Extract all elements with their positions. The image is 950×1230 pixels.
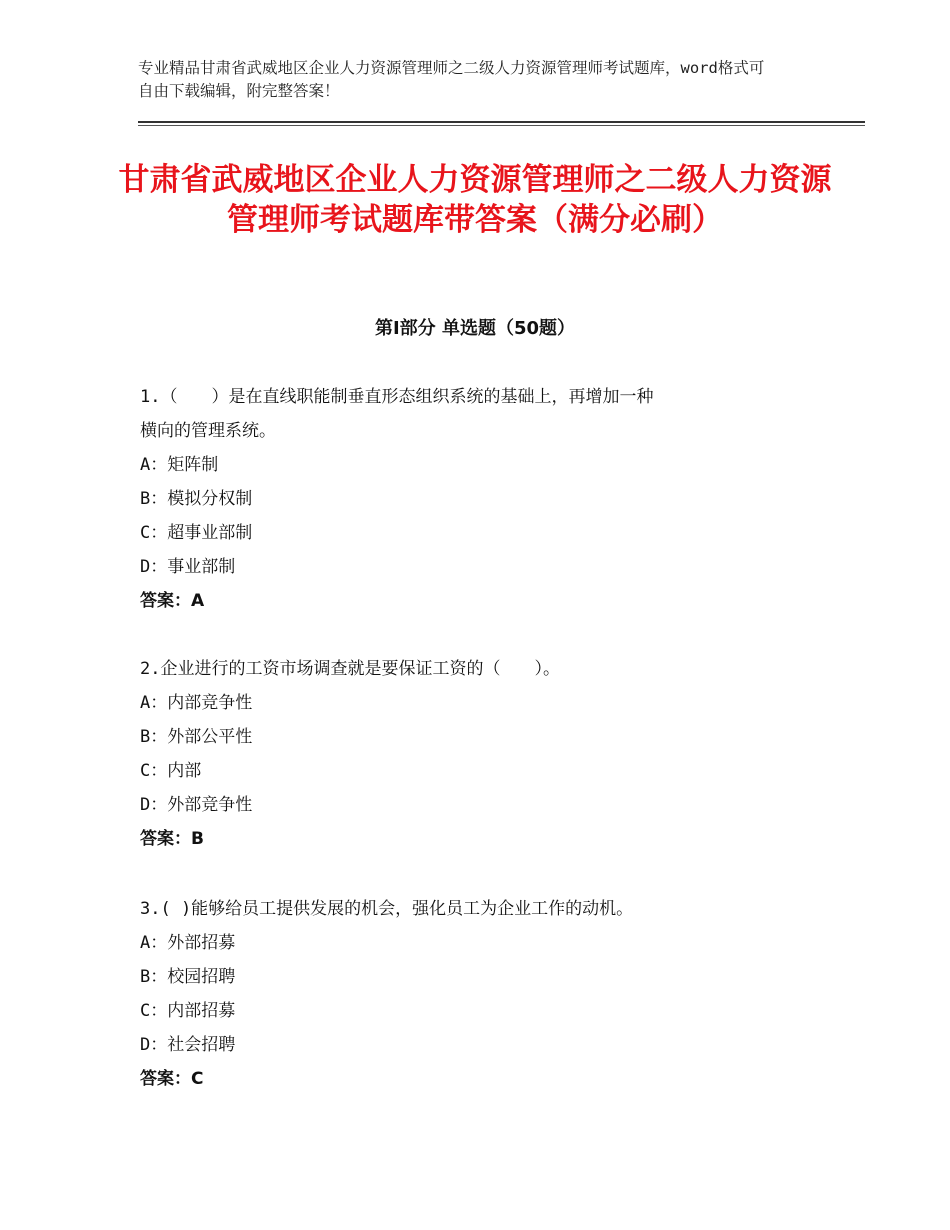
question-1-text-line2: 横向的管理系统。 (140, 421, 276, 441)
document-title: 甘肃省武威地区企业人力资源管理师之二级人力资源管理师考试题库带答案（满分必刷） (118, 162, 832, 238)
question-1-answer: 答案：A (140, 591, 205, 611)
question-3-option-a: A：外部招募 (140, 933, 236, 953)
question-1-option-b: B：模拟分权制 (140, 489, 253, 509)
question-3-option-d: D：社会招聘 (140, 1035, 236, 1055)
question-3-answer: 答案：C (140, 1069, 204, 1089)
question-3 (140, 892, 820, 1096)
question-2-option-c: C：内部 (140, 761, 202, 781)
question-2-answer: 答案：B (140, 829, 204, 849)
question-2-option-b: B：外部公平性 (140, 727, 253, 747)
header-divider-thin (138, 125, 865, 126)
question-1-option-a: A：矩阵制 (140, 455, 219, 475)
header-divider-thick (138, 121, 865, 123)
question-1-option-c: C：超事业部制 (140, 523, 253, 543)
question-2 (140, 652, 820, 856)
header-note: 专业精品甘肃省武威地区企业人力资源管理师之二级人力资源管理师考试题库，word格式可自由下载编辑，附完整答案！ (138, 59, 765, 100)
question-2-text-line1: 2.企业进行的工资市场调查就是要保证工资的（ ）。 (140, 659, 560, 679)
question-1 (140, 380, 820, 618)
question-2-option-a: A：内部竞争性 (140, 693, 253, 713)
section-title: 第Ⅰ部分 单选题（50题） (374, 318, 575, 339)
question-3-option-c: C：内部招募 (140, 1001, 236, 1021)
question-2-option-d: D：外部竞争性 (140, 795, 253, 815)
question-3-option-b: B：校园招聘 (140, 967, 236, 987)
question-1-text-line1: 1.（ ）是在直线职能制垂直形态组织系统的基础上，再增加一种 (140, 387, 654, 407)
question-1-option-d: D：事业部制 (140, 557, 236, 577)
question-3-text-line1: 3.( )能够给员工提供发展的机会，强化员工为企业工作的动机。 (140, 899, 634, 919)
